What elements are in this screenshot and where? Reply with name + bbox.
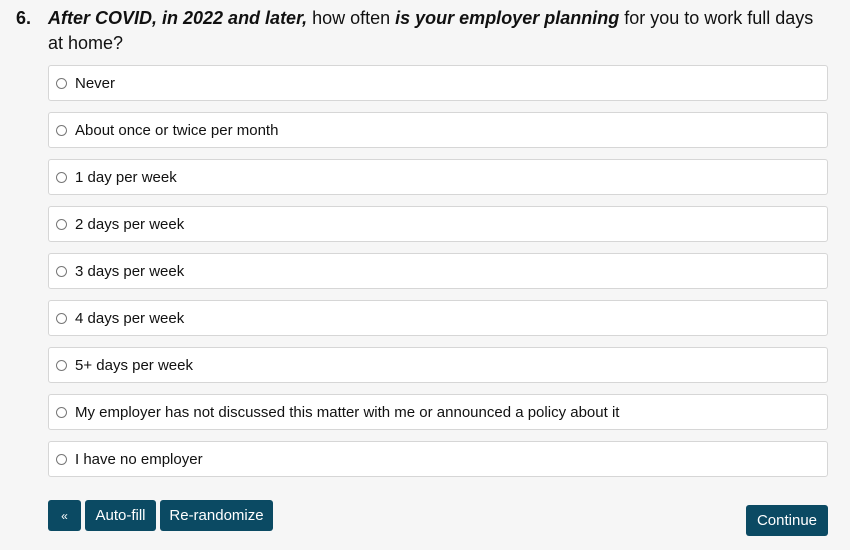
continue-button[interactable]: Continue	[746, 505, 828, 536]
option-label: 3 days per week	[75, 262, 185, 280]
option-4-days[interactable]	[48, 300, 828, 336]
radio-button[interactable]	[56, 360, 67, 371]
option-label: Never	[75, 74, 116, 92]
question-text	[16, 6, 826, 56]
answer-options	[48, 65, 828, 488]
radio-button[interactable]	[56, 172, 67, 183]
question-segment-2: how often	[307, 8, 396, 28]
radio-button[interactable]	[56, 219, 67, 230]
option-label: 2 days per week	[75, 215, 185, 233]
question-number: 6.	[16, 8, 32, 28]
question-segment-4: for you to work full days at home?	[48, 8, 814, 53]
question-body	[48, 6, 826, 56]
option-label: 5+ days per week	[75, 356, 193, 374]
option-label: About once or twice per month	[75, 121, 279, 139]
autofill-button[interactable]: Auto-fill	[85, 500, 156, 531]
option-1-day[interactable]	[48, 159, 828, 195]
question-emphasis-2: is your employer planning	[395, 8, 620, 28]
rerandomize-button[interactable]: Re-randomize	[160, 500, 273, 531]
option-label: I have no employer	[75, 450, 203, 468]
option-never[interactable]	[48, 65, 828, 101]
option-5plus-days[interactable]	[48, 347, 828, 383]
option-label: 1 day per week	[75, 168, 177, 186]
option-3-days[interactable]	[48, 253, 828, 289]
radio-button[interactable]	[56, 78, 67, 89]
option-no-employer[interactable]	[48, 441, 828, 477]
option-label: My employer has not discussed this matter with me or announced a policy about it	[75, 403, 620, 421]
back-button[interactable]: «	[48, 500, 81, 531]
option-2-days[interactable]	[48, 206, 828, 242]
option-label: 4 days per week	[75, 309, 185, 327]
radio-button[interactable]	[56, 407, 67, 418]
radio-button[interactable]	[56, 454, 67, 465]
radio-button[interactable]	[56, 266, 67, 277]
question-emphasis-1: After COVID, in 2022 and later,	[48, 8, 308, 28]
option-not-discussed[interactable]	[48, 394, 828, 430]
radio-button[interactable]	[56, 313, 67, 324]
option-once-twice-month[interactable]	[48, 112, 828, 148]
radio-button[interactable]	[56, 125, 67, 136]
